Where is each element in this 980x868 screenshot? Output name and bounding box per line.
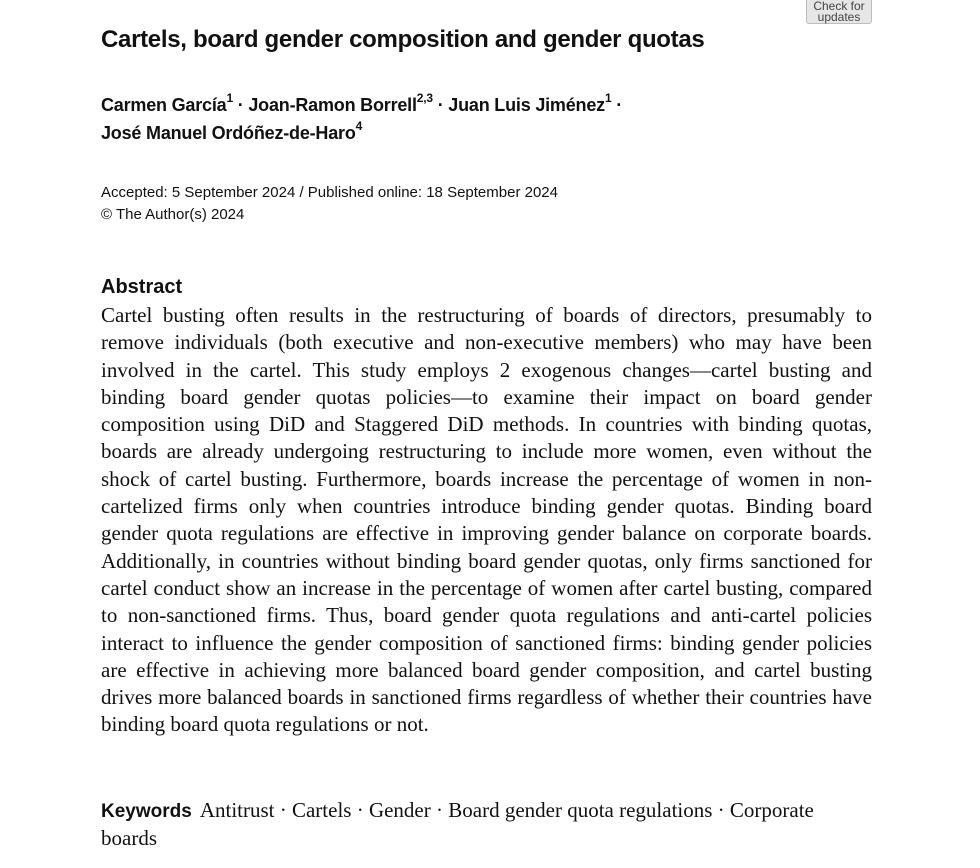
- keywords-section: [101, 797, 872, 853]
- author-name: Carmen García: [101, 95, 227, 115]
- copyright-line: © The Author(s) 2024: [101, 206, 245, 223]
- author-affiliation: 1: [604, 91, 612, 105]
- badge-line-1: Check for: [813, 0, 865, 13]
- publication-meta: [101, 182, 558, 226]
- author-affiliation: 4: [355, 119, 363, 133]
- author-name: Joan-Ramon Borrell: [248, 95, 417, 115]
- publication-dates: Accepted: 5 September 2024 / Published online: 18 September 2024: [101, 184, 558, 201]
- author-name: José Manuel Ordóñez-de-Haro: [101, 123, 356, 143]
- author-name: Juan Luis Jiménez: [448, 95, 605, 115]
- keywords-list: Antitrust · Cartels · Gender · Board gender quota regulations · Corporate boards: [101, 798, 814, 851]
- abstract-body: Cartel busting often results in the restructuring of boards of directors, presumably to remove individuals (both executive and non-executive members) who may have been involved in the cartel. This study employs 2 exogenous changes—cartel busting and binding board gender quotas policies—to examine their impact on board gender composition using DiD and Staggered DiD methods. In countries with binding quotas, boards are already undergoing restructuring to include more women, even without the shock of cartel busting. Furthermore, boards increase the percentage of women in non-cartelized firms only when countries introduce binding gender quotas. Binding board gender quota regulations are effective in improving gender balance on corporate boards. Additionally, in countries without binding board gender quotas, only firms sanctioned for cartel conduct show an increase in the percentage of women after cartel busting, compared to non-sanctioned firms. Thus, board gender quota regulations and anti-cartel policies interact to influence the gender composition of sanctioned firms: binding gender policies are effective in achieving more balanced board gender composition, and cartel busting drives more balanced boards in sanctioned firms regardless of whether their countries have binding board quota regulations or not.: [101, 303, 872, 737]
- check-for-updates-badge[interactable]: [806, 0, 872, 24]
- author-separator: ·: [232, 95, 249, 115]
- author-separator: ·: [432, 95, 449, 115]
- abstract-heading: Abstract: [101, 276, 183, 298]
- author-separator: ·: [611, 95, 623, 115]
- badge-line-2: updates: [817, 10, 861, 24]
- author-3: [448, 91, 623, 115]
- author-2: [248, 91, 449, 115]
- author-list: [101, 91, 901, 147]
- author-affiliation: 1: [226, 91, 233, 105]
- paper-title: Cartels, board gender composition and gender quotas: [101, 26, 705, 53]
- author-4: [101, 119, 363, 143]
- author-affiliation: 2,3: [416, 91, 433, 105]
- keywords-label: Keywords: [101, 801, 192, 822]
- author-1: [101, 91, 249, 115]
